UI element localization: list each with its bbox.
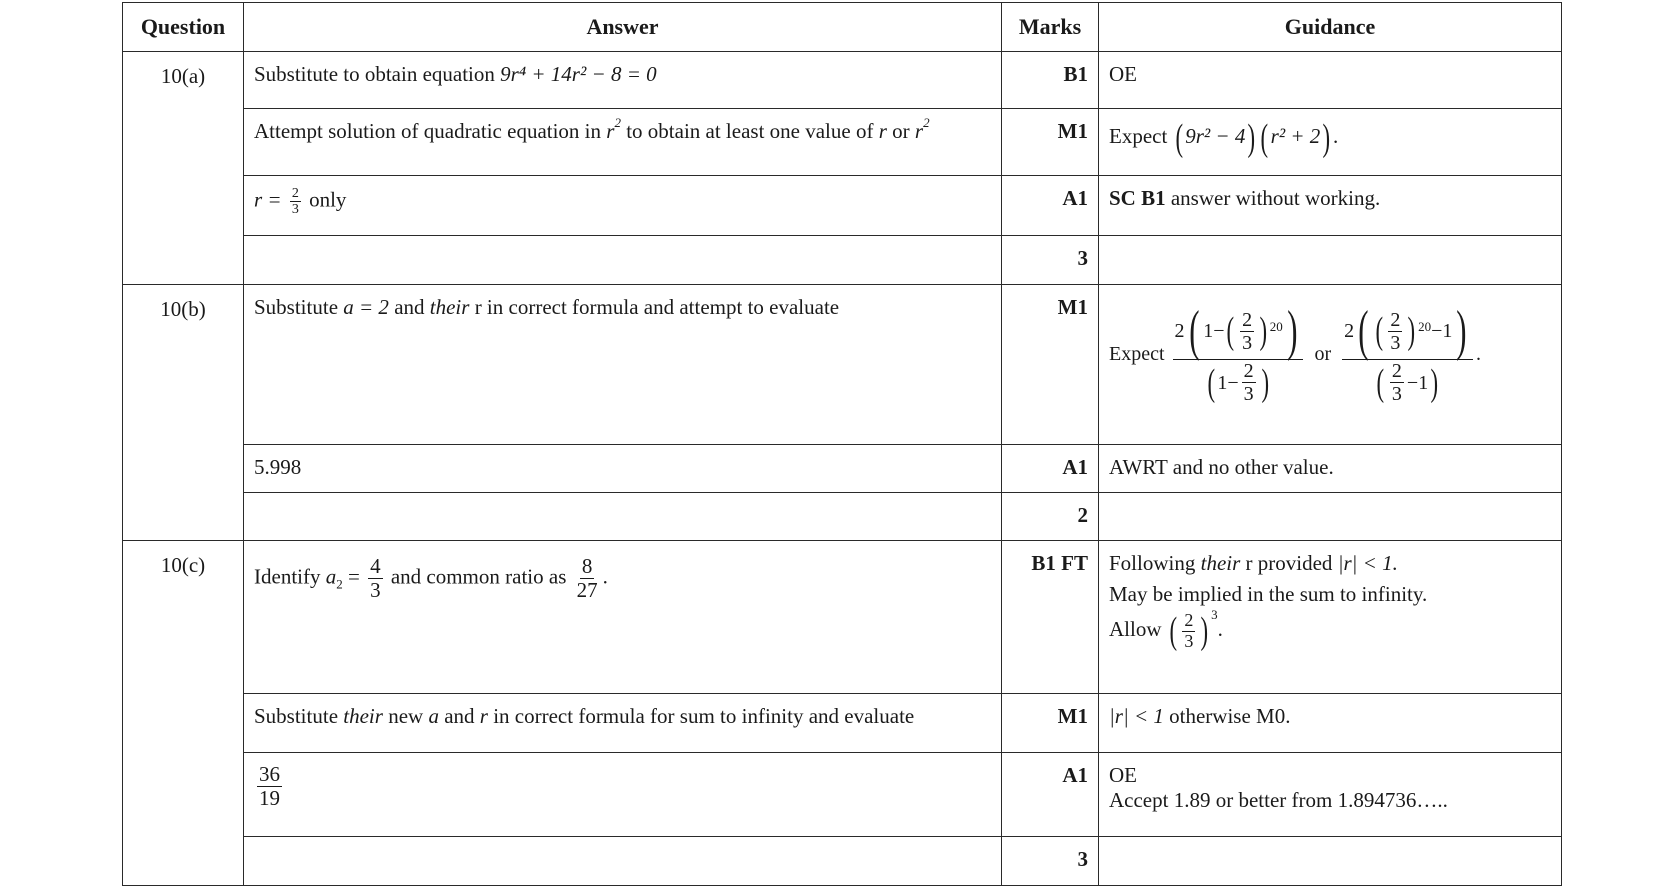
total-mark: 2 xyxy=(1002,493,1099,541)
guidance-cell: SC B1 answer without working. xyxy=(1099,176,1562,236)
mark-cell: A1 xyxy=(1002,176,1099,236)
answer-cell: $\frac{36}{19}$ xyxy=(244,753,1002,837)
total-mark: 3 xyxy=(1002,236,1099,285)
answer-cell: Substitute to obtain equation 9r⁴ + 14r² − 8 = 0 xyxy=(244,52,1002,109)
table-row xyxy=(123,541,1562,694)
question-label: 10(a) xyxy=(123,52,244,285)
guidance-cell: Following their r provided |r| < 1. May be implied in the sum to infinity. Allow ( $\frac{2}{3}$ ) $^3$. xyxy=(1099,541,1562,694)
total-row xyxy=(123,837,1562,886)
total-row xyxy=(123,493,1562,541)
answer-cell: Substitute a = 2 and their r in correct formula and attempt to evaluate xyxy=(244,285,1002,445)
total-mark: 3 xyxy=(1002,837,1099,886)
answer-cell: Identify $a_2$ = $\frac{4}{3}$ and common ratio as $\frac{8}{27}$ . xyxy=(244,541,1002,694)
table-row xyxy=(123,52,1562,109)
guidance-cell: |r| < 1 otherwise M0. xyxy=(1099,694,1562,753)
mark-cell: M1 xyxy=(1002,285,1099,445)
mark-cell: M1 xyxy=(1002,694,1099,753)
answer-cell: Substitute their new a and r in correct formula for sum to infinity and evaluate xyxy=(244,694,1002,753)
guidance-cell: OE xyxy=(1099,52,1562,109)
header-row xyxy=(123,3,1562,52)
header-question: Question xyxy=(123,3,244,52)
table-row xyxy=(123,753,1562,837)
guidance-cell: AWRT and no other value. xyxy=(1099,445,1562,493)
table-row xyxy=(123,176,1562,236)
header-marks: Marks xyxy=(1002,3,1099,52)
table-row xyxy=(123,694,1562,753)
question-label: 10(c) xyxy=(123,541,244,886)
guidance-cell: OE Accept 1.89 or better from 1.894736….. xyxy=(1099,753,1562,837)
answer-cell: 5.998 xyxy=(244,445,1002,493)
equation: 9r⁴ + 14r² − 8 = 0 xyxy=(500,62,657,86)
mark-cell: M1 xyxy=(1002,109,1099,176)
mark-cell: B1 FT xyxy=(1002,541,1099,694)
header-guidance: Guidance xyxy=(1099,3,1562,52)
mark-cell: A1 xyxy=(1002,753,1099,837)
guidance-cell: Expect 2 ( 1 − ( $\frac{2}{3}$ ) $^{20}$ ) ( 1− $\frac{2}{3}$ ) or 2 ( ( $\frac{2}{3}$ ) $^{20}$ −1 ) ( $\frac{2}{3}$ −1 ) . xyxy=(1099,285,1562,445)
guidance-cell: Expect ( 9r² − 4) ( r² + 2) . xyxy=(1099,109,1562,176)
mark-cell: A1 xyxy=(1002,445,1099,493)
header-answer: Answer xyxy=(244,3,1002,52)
table-row xyxy=(123,109,1562,176)
mark-scheme-table xyxy=(122,2,1562,886)
answer-cell: Attempt solution of quadratic equation in $r^2$ to obtain at least one value of r or $r^2$ xyxy=(244,109,1002,176)
question-label: 10(b) xyxy=(123,285,244,541)
answer-cell: r = $\frac{2}{3}$ only xyxy=(244,176,1002,236)
mark-cell: B1 xyxy=(1002,52,1099,109)
total-row xyxy=(123,236,1562,285)
table-row xyxy=(123,285,1562,445)
table-row xyxy=(123,445,1562,493)
